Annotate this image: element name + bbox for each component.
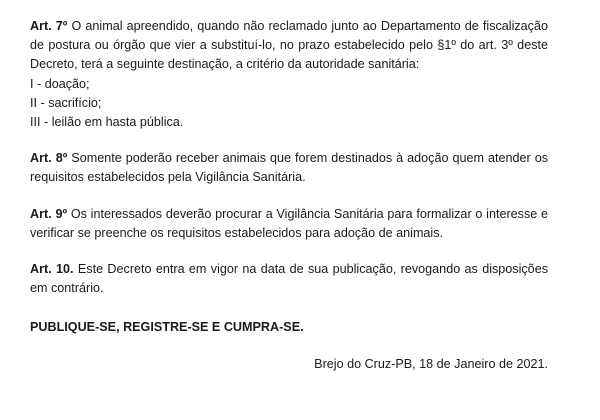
article-7-label: Art. 7º — [30, 19, 68, 33]
article-9 — [30, 205, 548, 243]
article-7 — [30, 17, 548, 132]
article-10 — [30, 260, 548, 298]
article-9-text: Os interessados deverão procurar a Vigilância Sanitária para formalizar o interesse e verificar se preenche os requisitos estabelecidos para adoção de animais. — [30, 206, 549, 240]
article-10-text: Este Decreto entra em vigor na data de sua publicação, revogando as disposições em contrário. — [30, 262, 548, 296]
article-10-label: Art. 10. — [30, 262, 74, 277]
closing-statement: PUBLIQUE-SE, REGISTRE-SE E CUMPRA-SE. — [30, 320, 304, 335]
article-7-item-3: III - leilão em hasta pública. — [30, 115, 184, 130]
place-and-date: Brejo do Cruz-PB, 18 de Janeiro de 2021. — [314, 356, 548, 371]
article-8-text: Somente poderão receber animais que forem destinados à adoção quem atender os requisitos estabelecidos pela Vigilância Sanitária. — [30, 151, 548, 185]
article-8 — [30, 149, 548, 187]
article-7-text: O animal apreendido, quando não reclamado junto ao Departamento de fiscalização de postura ou órgão que vier a substituí-lo, no prazo estabelecido pelo §1º do art. 3º deste Decreto, terá a seguinte destinação, a critério da autoridade sanitária: — [30, 19, 548, 72]
article-7-item-1: I - doação; — [30, 76, 90, 91]
article-8-label: Art. 8º — [30, 151, 68, 166]
article-7-item-2: II - sacrifício; — [30, 95, 102, 110]
article-9-label: Art. 9º — [30, 206, 68, 221]
